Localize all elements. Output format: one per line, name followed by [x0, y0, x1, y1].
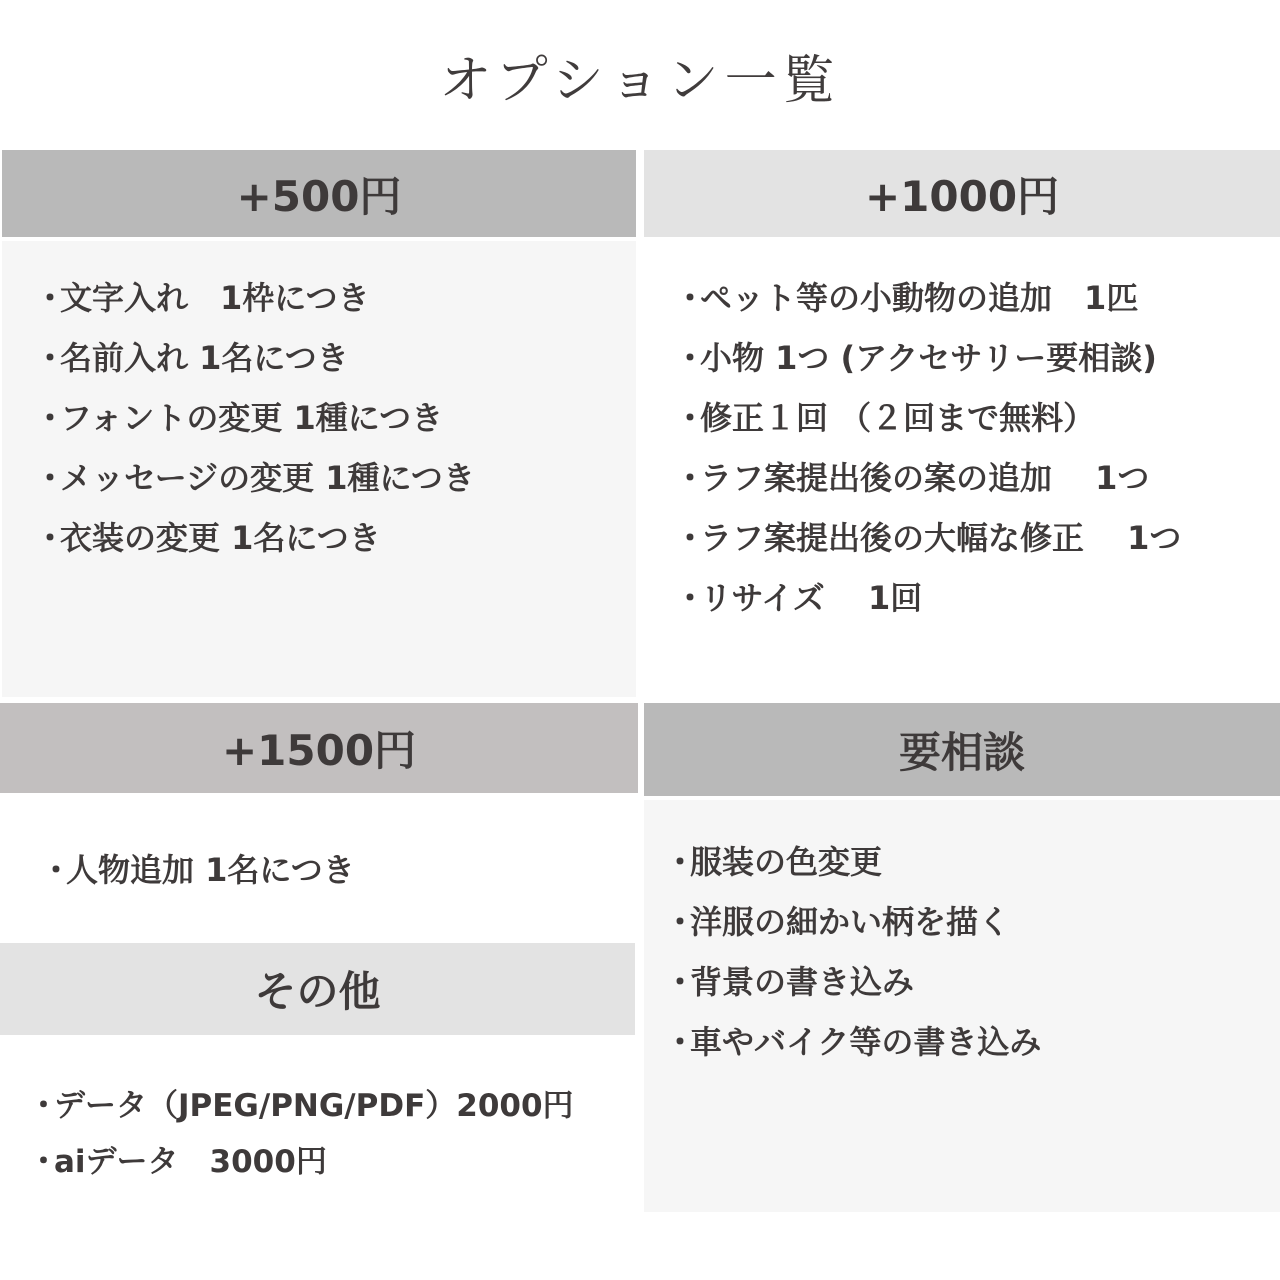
section-header-1500-label: +1500円 — [221, 726, 417, 775]
list-item: ・服装の色変更 — [664, 832, 1041, 892]
list-item: ・メッセージの変更 1種につき — [34, 448, 475, 508]
section-list-1000 — [674, 268, 1181, 628]
list-item: ・車やバイク等の書き込み — [664, 1012, 1041, 1072]
list-item: ・小物 1つ (アクセサリー要相談) — [674, 328, 1181, 388]
section-header-1000 — [644, 150, 1280, 237]
list-item: ・名前入れ 1名につき — [34, 328, 475, 388]
bullet: ・ — [674, 579, 707, 617]
section-header-other — [0, 943, 635, 1035]
bullet: ・ — [674, 279, 707, 317]
bullet: ・ — [28, 1088, 59, 1124]
section-list-consult — [664, 832, 1041, 1072]
section-header-consult — [644, 703, 1280, 796]
list-item: ・背景の書き込み — [664, 952, 1041, 1012]
bullet: ・ — [34, 339, 67, 377]
section-header-other-label: その他 — [254, 967, 381, 1016]
section-list-1500 — [40, 840, 355, 900]
bullet: ・ — [674, 399, 707, 437]
bullet: ・ — [664, 963, 697, 1001]
section-list-500 — [34, 268, 475, 568]
bullet: ・ — [40, 851, 73, 889]
bullet: ・ — [664, 903, 697, 941]
section-header-consult-label: 要相談 — [898, 727, 1025, 777]
bullet: ・ — [674, 459, 707, 497]
bullet: ・ — [664, 843, 697, 881]
list-item: ・フォントの変更 1種につき — [34, 388, 475, 448]
bullet: ・ — [34, 279, 67, 317]
list-item: ・ラフ案提出後の大幅な修正 1つ — [674, 508, 1181, 568]
list-item: ・リサイズ 1回 — [674, 568, 1181, 628]
bullet: ・ — [28, 1144, 59, 1180]
section-header-500 — [2, 150, 636, 237]
list-item: ・文字入れ 1枠につき — [34, 268, 475, 328]
list-item: ・ペット等の小動物の追加 1匹 — [674, 268, 1181, 328]
section-header-1500 — [0, 703, 638, 793]
bullet: ・ — [664, 1023, 697, 1061]
list-item: ・修正１回 （２回まで無料） — [674, 388, 1181, 448]
bullet: ・ — [674, 519, 707, 557]
list-item: ・aiデータ 3000円 — [28, 1134, 574, 1190]
list-item: ・データ（JPEG/PNG/PDF）2000円 — [28, 1078, 574, 1134]
list-item: ・衣装の変更 1名につき — [34, 508, 475, 568]
list-item: ・洋服の細かい柄を描く — [664, 892, 1041, 952]
bullet: ・ — [34, 399, 67, 437]
bullet: ・ — [34, 519, 67, 557]
section-header-500-label: +500円 — [236, 171, 402, 221]
page-title: オプション一覧 — [439, 51, 841, 111]
list-item: ・ラフ案提出後の案の追加 1つ — [674, 448, 1181, 508]
bullet: ・ — [34, 459, 67, 497]
section-header-1000-label: +1000円 — [864, 171, 1060, 221]
section-list-other — [28, 1078, 574, 1190]
bullet: ・ — [674, 339, 707, 377]
list-item: ・人物追加 1名につき — [40, 840, 355, 900]
